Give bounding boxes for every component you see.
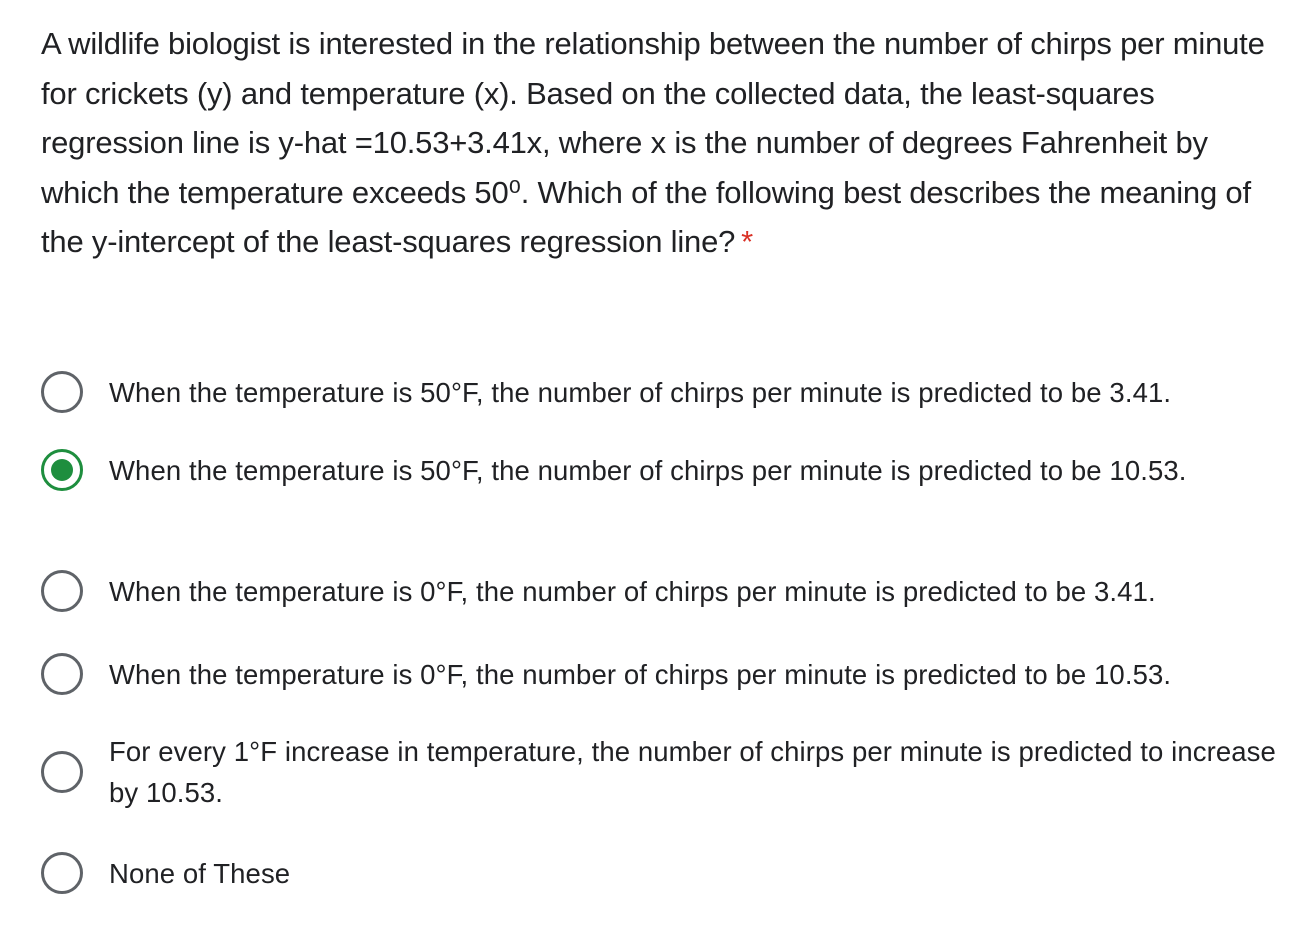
radio-unchecked-icon[interactable] <box>41 371 83 413</box>
option-3[interactable] <box>41 570 1281 612</box>
option-1[interactable] <box>41 371 1281 413</box>
required-marker: * <box>741 224 754 260</box>
option-5[interactable] <box>41 731 1281 813</box>
question-text: A wildlife biologist is interested in the relationship between the number of chirps per minute for crickets (y) and temperature (x). Based on the collected data, the least-squares regression line is y-hat =10.53+3.41x, where x is the number of degrees Fahrenheit by which the temperature exceeds 50⁰. Which of the following best describes the meaning of the y-intercept of the least-squares regression line? <box>41 26 1265 260</box>
option-4[interactable] <box>41 653 1281 695</box>
radio-unchecked-icon[interactable] <box>41 751 83 793</box>
option-label: When the temperature is 50°F, the number of chirps per minute is predicted to be 10.53. <box>109 454 1187 486</box>
radio-unchecked-icon[interactable] <box>41 852 83 894</box>
radio-unchecked-icon[interactable] <box>41 570 83 612</box>
radio-unchecked-icon[interactable] <box>41 653 83 695</box>
option-label: When the temperature is 0°F, the number of chirps per minute is predicted to be 10.53. <box>109 658 1172 690</box>
option-label: When the temperature is 50°F, the number of chirps per minute is predicted to be 3.41. <box>109 376 1172 408</box>
option-6[interactable] <box>41 852 1281 894</box>
radio-dot <box>51 459 73 481</box>
question-title <box>41 19 1266 267</box>
radio-checked-icon[interactable] <box>41 449 83 491</box>
option-label: For every 1°F increase in temperature, the number of chirps per minute is predicted to increase by 10.53. <box>109 736 1276 808</box>
option-label: When the temperature is 0°F, the number of chirps per minute is predicted to be 3.41. <box>109 575 1156 607</box>
option-label: None of These <box>109 857 291 889</box>
option-2[interactable] <box>41 449 1281 491</box>
